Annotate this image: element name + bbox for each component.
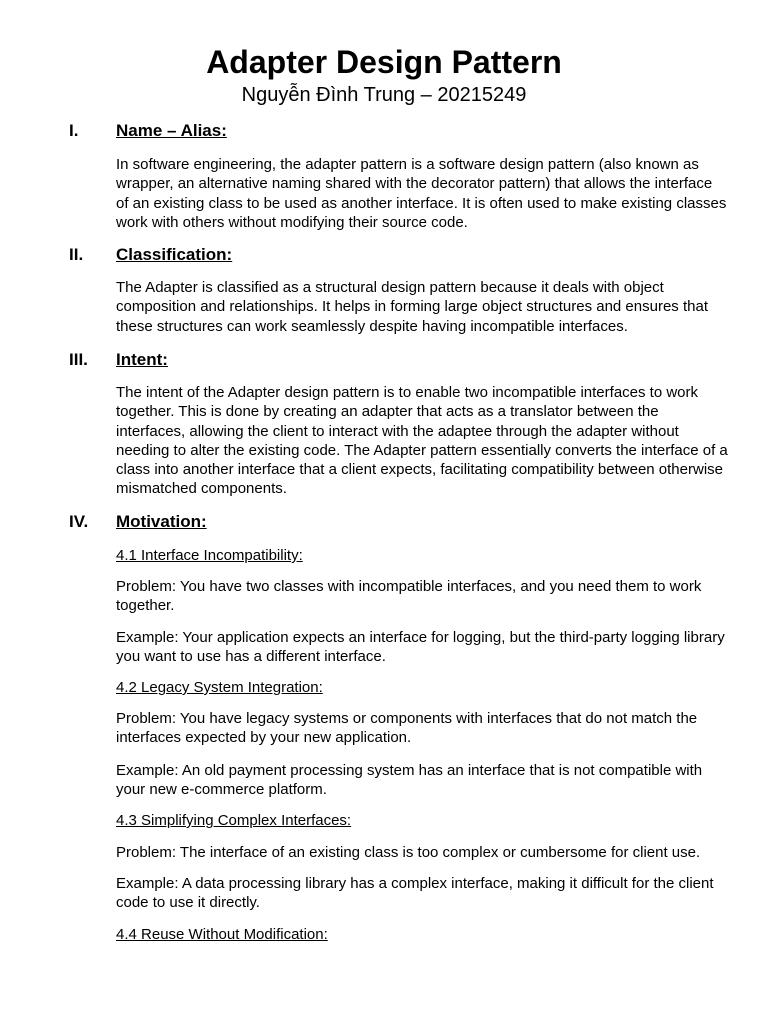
section-title: Motivation: bbox=[116, 512, 207, 531]
subsection-example: Example: Your application expects an interface for logging, but the third-party logging library you want to use has a different interface. bbox=[116, 629, 725, 666]
subsection-example: Example: An old payment processing system has an interface that is not compatible with your new e-commerce platform. bbox=[116, 762, 703, 799]
subsection-problem: Problem: You have two classes with incompatible interfaces, and you need them to work together. bbox=[116, 578, 702, 615]
section-number: II. bbox=[69, 245, 84, 264]
section-number: I. bbox=[69, 121, 79, 140]
section-number: IV. bbox=[69, 512, 89, 531]
section-number: III. bbox=[69, 350, 88, 369]
subsection-problem: Problem: You have legacy systems or components with interfaces that do not match the interfaces expected by your new application. bbox=[116, 710, 698, 747]
section-title: Classification: bbox=[116, 245, 233, 264]
section-body-classification: The Adapter is classified as a structural design pattern because it deals with object composition and relationships. It helps in forming large object structures and ensures that these structures can work seamlessly despite having incompatible interfaces. bbox=[116, 279, 708, 335]
subsection-title-legacy-system-integration: 4.2 Legacy System Integration: bbox=[116, 679, 323, 696]
document-title: Adapter Design Pattern bbox=[206, 44, 562, 80]
section-title: Name – Alias: bbox=[116, 121, 227, 140]
section-body-intent: The intent of the Adapter design pattern is to enable two incompatible interfaces to work together. This is done by creating an adapter that acts as a translator between the interfaces, allowing the client to interact with the adaptee through the adapter without needing to alter the existing code. The Adapter pattern essentially converts the interface of a class into another interface that a client expects, facilitating compatibility between otherwise mismatched components. bbox=[116, 384, 728, 498]
subsection-title-reuse-without-modification: 4.4 Reuse Without Modification: bbox=[116, 926, 328, 943]
subsection-example: Example: A data processing library has a complex interface, making it difficult for the client code to use it directly. bbox=[116, 875, 714, 912]
subsection-problem: Problem: The interface of an existing class is too complex or cumbersome for client use. bbox=[116, 844, 701, 861]
document-author: Nguyễn Đình Trung – 20215249 bbox=[241, 84, 527, 106]
section-title: Intent: bbox=[116, 350, 168, 369]
section-body-name-alias: In software engineering, the adapter pattern is a software design pattern (also known as wrapper, an alternative naming shared with the decorator pattern) that allows the interface of an existing class to be used as another interface. It is often used to make existing classes work with others without modifying their source code. bbox=[116, 156, 727, 231]
subsection-title-simplifying-complex-interfaces: 4.3 Simplifying Complex Interfaces: bbox=[116, 812, 352, 829]
subsection-title-interface-incompatibility: 4.1 Interface Incompatibility: bbox=[116, 547, 303, 564]
